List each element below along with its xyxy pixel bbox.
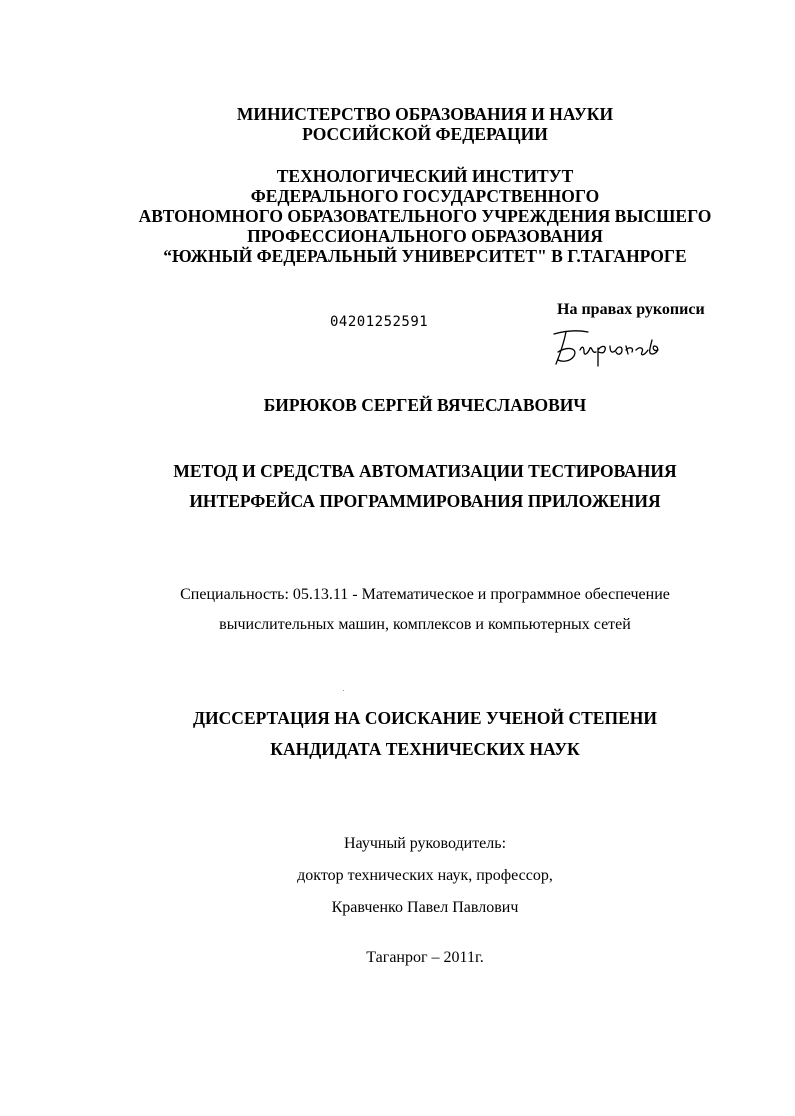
ministry-line-2: РОССИЙСКОЙ ФЕДЕРАЦИИ	[302, 124, 548, 144]
institute-line-3: АВТОНОМНОГО ОБРАЗОВАТЕЛЬНОГО УЧРЕЖДЕНИЯ ВЫСШЕГО	[138, 206, 712, 226]
supervisor-name: Кравченко Павел Павлович	[331, 899, 519, 916]
degree-heading	[0, 703, 795, 765]
institute-line-1: ТЕХНОЛОГИЧЕСКИЙ ИНСТИТУТ	[276, 166, 574, 186]
library-stamp-number: 04201252591	[330, 314, 429, 330]
degree-line-2: КАНДИДАТА ТЕХНИЧЕСКИХ НАУК	[270, 739, 580, 759]
institute-line-4: ПРОФЕССИОНАЛЬНОГО ОБРАЗОВАНИЯ	[247, 226, 603, 246]
author-name: БИРЮКОВ СЕРГЕЙ ВЯЧЕСЛАВОВИЧ	[263, 395, 587, 415]
specialty-line-2: вычислительных машин, комплексов и компьютерных сетей	[219, 616, 631, 633]
scan-speck	[343, 690, 344, 691]
institute-line-5: “ЮЖНЫЙ ФЕДЕРАЛЬНЫЙ УНИВЕРСИТЕТ" В Г.ТАГАНРОГЕ	[163, 246, 687, 266]
specialty	[0, 580, 795, 640]
city-year: Таганрог – 2011г.	[366, 949, 484, 966]
supervisor-degree: доктор технических наук, профессор,	[297, 867, 553, 884]
supervisor-label: Научный руководитель:	[343, 835, 507, 852]
dissertation-title	[0, 456, 795, 516]
title-line-2: ИНТЕРФЕЙСА ПРОГРАММИРОВАНИЯ ПРИЛОЖЕНИЯ	[189, 491, 661, 511]
institute-heading	[0, 166, 795, 266]
author-signature	[548, 320, 678, 370]
specialty-line-1: Специальность: 05.13.11 - Математическое и программное обеспечение	[180, 586, 670, 603]
ministry-line-1: МИНИСТЕРСТВО ОБРАЗОВАНИЯ И НАУКИ	[236, 104, 614, 124]
manuscript-rights-label: На правах рукописи	[557, 301, 705, 318]
institute-line-2: ФЕДЕРАЛЬНОГО ГОСУДАРСТВЕННОГО	[250, 186, 600, 206]
title-line-1: МЕТОД И СРЕДСТВА АВТОМАТИЗАЦИИ ТЕСТИРОВАНИЯ	[173, 461, 677, 481]
ministry-heading	[0, 104, 795, 144]
supervisor-block	[0, 828, 795, 924]
degree-line-1: ДИССЕРТАЦИЯ НА СОИСКАНИЕ УЧЕНОЙ СТЕПЕНИ	[193, 708, 657, 728]
